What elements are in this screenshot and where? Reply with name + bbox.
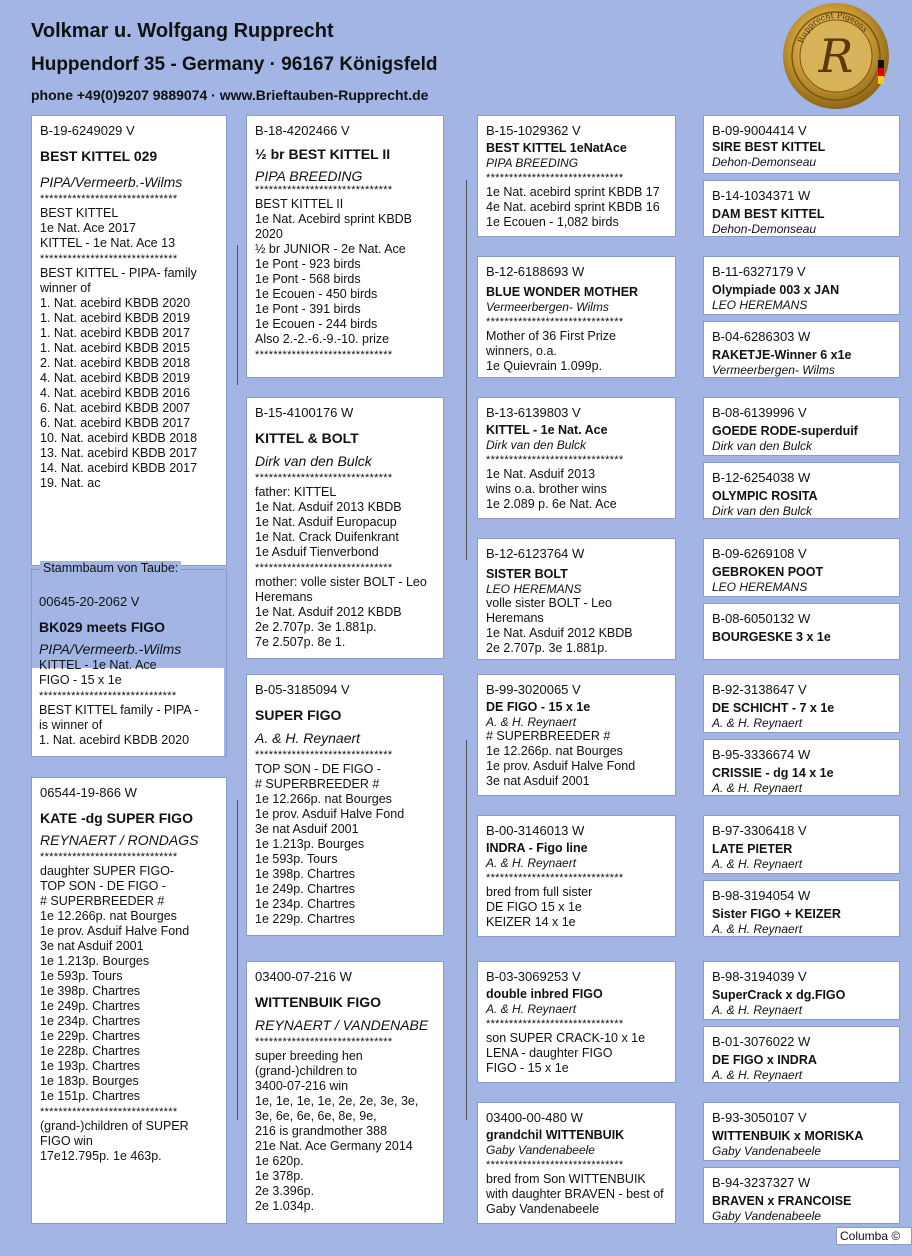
connector-line — [466, 180, 467, 560]
pedigree-box-gggp2 — [703, 180, 900, 237]
info-line: 3400-07-216 win — [255, 1079, 349, 1093]
pigeon-breeder: Dirk van den Bulck — [712, 439, 813, 453]
info-line: volle sister BOLT - Leo — [486, 596, 612, 610]
info-line: (grand-)children of SUPER — [40, 1119, 189, 1133]
pedigree-box-gggp1 — [703, 115, 900, 174]
footer-credit: Columba © — [836, 1227, 912, 1245]
ring-number: B-04-6286303 W — [712, 329, 811, 344]
connector-line — [237, 245, 238, 385]
info-line: 3e nat Asduif 2001 — [255, 822, 359, 836]
ring-number: B-00-3146013 W — [486, 823, 585, 838]
svg-text:R: R — [818, 29, 854, 83]
info-line: bred from Son WITTENBUIK — [486, 1172, 646, 1186]
pigeon-name: DAM BEST KITTEL — [712, 207, 825, 221]
info-line: daughter SUPER FIGO- — [40, 864, 175, 878]
info-line: son SUPER CRACK-10 x 1e — [486, 1031, 646, 1045]
pedigree-box-gggp5 — [703, 397, 900, 456]
pigeon-breeder: LEO HEREMANS — [486, 582, 582, 596]
separator: ****************************** — [255, 185, 393, 195]
pigeon-name: ½ br BEST KITTEL II — [255, 146, 391, 162]
pigeon-name: BOURGESKE 3 x 1e — [712, 630, 831, 644]
pedigree-box-gggp11 — [703, 815, 900, 874]
ring-number: B-18-4202466 V — [255, 123, 350, 138]
pigeon-breeder: PIPA/Vermeerb.-Wilms — [40, 174, 183, 190]
ring-number: B-03-3069253 V — [486, 969, 581, 984]
pigeon-breeder: Vermeerbergen- Wilms — [486, 300, 609, 314]
ring-number: B-15-4100176 W — [255, 405, 354, 420]
ring-number: 00645-20-2062 V — [39, 594, 140, 609]
info-line: BEST KITTEL family - PIPA - — [39, 703, 199, 717]
info-line: 7e 2.507p. 8e 1. — [255, 635, 346, 649]
ring-number: B-09-6269108 V — [712, 546, 807, 561]
pigeon-breeder: A. & H. Reynaert — [712, 781, 803, 795]
info-line: 1e 12.266p. nat Bourges — [255, 792, 392, 806]
pigeon-breeder: A. & H. Reynaert — [712, 1003, 803, 1017]
info-line: BEST KITTEL — [40, 206, 119, 220]
pigeon-breeder: A. & H. Reynaert — [486, 1002, 577, 1016]
ring-number: 06544-19-866 W — [40, 785, 137, 800]
pigeon-name: SUPER FIGO — [255, 707, 342, 723]
info-line: # SUPERBREEDER # — [40, 894, 165, 908]
pigeon-name: BEST KITTEL 1eNatAce — [486, 141, 627, 155]
info-line: 1e Nat. Asduif 2012 KBDB — [486, 626, 633, 640]
ring-number: B-93-3050107 V — [712, 1110, 807, 1125]
connector-line — [466, 740, 467, 1120]
info-line: 1e Asduif Tienverbond — [255, 545, 379, 559]
info-line: 19. Nat. ac — [40, 476, 101, 490]
info-line: 1e Ecouen - 450 birds — [255, 287, 378, 301]
pigeon-breeder: Dirk van den Bulck — [712, 504, 813, 518]
separator: ****************************** — [255, 750, 393, 760]
info-line: 14. Nat. acebird KBDB 2017 — [40, 461, 198, 475]
info-line: 1e prov. Asduif Halve Fond — [40, 924, 190, 938]
info-line: 1. Nat. acebird KBDB 2020 — [39, 733, 190, 747]
info-line: 1e 151p. Chartres — [40, 1089, 141, 1103]
pedigree-box-gggp15 — [703, 1102, 900, 1161]
info-line: ½ br JUNIOR - 2e Nat. Ace — [255, 242, 406, 256]
separator: ****************************** — [40, 1107, 178, 1117]
breeder-contact: phone +49(0)9207 9889074 · www.Brieftauben-Rupprecht.de — [31, 87, 429, 103]
pedigree-box-ggp8 — [477, 1102, 676, 1224]
info-line: 1e 12.266p. nat Bourges — [486, 744, 623, 758]
pigeon-name: GOEDE RODE-superduif — [712, 424, 858, 438]
info-line: 2e 2.707p. 3e 1.881p. — [255, 620, 377, 634]
info-line: 2020 — [255, 227, 283, 241]
pedigree-box-gp4 — [246, 961, 444, 1224]
pigeon-name: SuperCrack x dg.FIGO — [712, 988, 846, 1002]
ring-number: B-97-3306418 V — [712, 823, 807, 838]
pigeon-name: LATE PIETER — [712, 842, 793, 856]
info-line: with daughter BRAVEN - best of — [486, 1187, 664, 1201]
breeder-name: Volkmar u. Wolfgang Rupprecht — [31, 20, 334, 42]
info-line: 1e 2.089 p. 6e Nat. Ace — [486, 497, 617, 511]
info-line: 1. Nat. acebird KBDB 2019 — [40, 311, 191, 325]
info-line: # SUPERBREEDER # — [255, 777, 380, 791]
info-line: 1e, 1e, 1e, 1e, 2e, 2e, 3e, 3e, — [255, 1094, 419, 1108]
info-line: Mother of 36 First Prize — [486, 329, 616, 343]
ring-number: B-08-6050132 W — [712, 611, 811, 626]
info-line: 1e Nat. Asduif Europacup — [255, 515, 397, 529]
info-line: DE FIGO 15 x 1e — [486, 900, 582, 914]
ring-number: 03400-00-480 W — [486, 1110, 583, 1125]
info-line: 1e 398p. Chartres — [40, 984, 141, 998]
info-line: 1e 183p. Bourges — [40, 1074, 139, 1088]
pedigree-box-gggp9 — [703, 674, 900, 733]
pedigree-box-gggp12 — [703, 880, 900, 937]
info-line: 1e prov. Asduif Halve Fond — [486, 759, 636, 773]
separator: ****************************** — [255, 563, 393, 573]
pigeon-breeder: A. & H. Reynaert — [712, 1068, 803, 1082]
info-line: bred from full sister — [486, 885, 593, 899]
separator: ****************************** — [486, 173, 624, 183]
info-line: 1e Nat. acebird sprint KBDB 17 — [486, 185, 660, 199]
info-line: 2e 3.396p. — [255, 1184, 315, 1198]
pigeon-name: BRAVEN x FRANCOISE — [712, 1194, 852, 1208]
info-line: KEIZER 14 x 1e — [486, 915, 576, 929]
pedigree-box-gp2 — [246, 397, 444, 659]
ring-number: B-94-3237327 W — [712, 1175, 811, 1190]
info-line: BEST KITTEL II — [255, 197, 344, 211]
info-line: 3e, 6e, 6e, 6e, 8e, 9e, — [255, 1109, 377, 1123]
info-line: 1e Pont - 923 birds — [255, 257, 361, 271]
pigeon-breeder: Gaby Vandenabeele — [712, 1209, 821, 1223]
info-line: 1e Ecouen - 1,082 birds — [486, 215, 619, 229]
pigeon-breeder: A. & H. Reynaert — [712, 922, 803, 936]
pigeon-breeder: A. & H. Reynaert — [486, 856, 577, 870]
pedigree-box-ggp6 — [477, 815, 676, 937]
pigeon-name: DE SCHICHT - 7 x 1e — [712, 701, 835, 715]
pigeon-breeder: A. & H. Reynaert — [486, 715, 577, 729]
separator: ****************************** — [39, 691, 177, 701]
pigeon-name: KATE -dg SUPER FIGO — [40, 810, 193, 826]
info-line: 2. Nat. acebird KBDB 2018 — [40, 356, 191, 370]
info-line: Also 2.-2.-6.-9.-10. prize — [255, 332, 390, 346]
pigeon-breeder: PIPA BREEDING — [255, 168, 363, 184]
info-line: 1e Nat. Asduif 2012 KBDB — [255, 605, 402, 619]
info-line: 17e12.795p. 1e 463p. — [40, 1149, 162, 1163]
info-line: 6. Nat. acebird KBDB 2017 — [40, 416, 191, 430]
info-line: 1e 378p. — [255, 1169, 304, 1183]
info-line: 2e 2.707p. 3e 1.881p. — [486, 641, 608, 655]
pigeon-name: Olympiade 003 x JAN — [712, 283, 840, 297]
info-line: KITTEL - 1e Nat. Ace — [39, 658, 157, 672]
pigeon-breeder: LEO HEREMANS — [712, 580, 808, 594]
stammbaum-label: Stammbaum von Taube: — [40, 561, 181, 575]
info-line: 6. Nat. acebird KBDB 2007 — [40, 401, 191, 415]
separator: ****************************** — [486, 317, 624, 327]
pigeon-name: SIRE BEST KITTEL — [712, 140, 826, 154]
pigeon-breeder: REYNAERT / VANDENABE — [255, 1017, 429, 1033]
info-line: 1e 1.213p. Bourges — [40, 954, 150, 968]
pigeon-name: OLYMPIC ROSITA — [712, 489, 818, 503]
pigeon-breeder: A. & H. Reynaert — [255, 730, 361, 746]
info-line: winners, o.a. — [486, 344, 557, 358]
info-line: 1e prov. Asduif Halve Fond — [255, 807, 405, 821]
info-line: 1e 228p. Chartres — [40, 1044, 141, 1058]
info-line: 1e 620p. — [255, 1154, 304, 1168]
pigeon-name: RAKETJE-Winner 6 x1e — [712, 348, 852, 362]
pedigree-box-ggp3 — [477, 397, 676, 519]
info-line: 1e 593p. Tours — [255, 852, 338, 866]
ring-number: B-11-6327179 V — [712, 264, 806, 279]
info-line: wins o.a. brother wins — [486, 482, 607, 496]
separator: ****************************** — [486, 1019, 624, 1029]
svg-text:Rupprecht Pigeons: Rupprecht Pigeons — [796, 10, 870, 45]
separator: ****************************** — [486, 873, 624, 883]
info-line: FIGO - 15 x 1e — [39, 673, 122, 687]
breeder-address: Huppendorf 35 - Germany · 96167 Königsfeld — [31, 54, 438, 75]
info-line: 1e 593p. Tours — [40, 969, 123, 983]
info-line: 4. Nat. acebird KBDB 2019 — [40, 371, 191, 385]
pedigree-box-gggp13 — [703, 961, 900, 1020]
pedigree-box-gggp7 — [703, 538, 900, 597]
info-line: 1. Nat. acebird KBDB 2015 — [40, 341, 191, 355]
info-line: 4. Nat. acebird KBDB 2016 — [40, 386, 191, 400]
info-line: TOP SON - DE FIGO - — [40, 879, 166, 893]
info-line: 1e Nat. Acebird sprint KBDB — [255, 212, 413, 226]
info-line: # SUPERBREEDER # — [486, 729, 611, 743]
info-line: 13. Nat. acebird KBDB 2017 — [40, 446, 198, 460]
ring-number: B-14-1034371 W — [712, 188, 811, 203]
pigeon-name: KITTEL - 1e Nat. Ace — [486, 423, 608, 437]
info-line: 1e 193p. Chartres — [40, 1059, 141, 1073]
pigeon-name: BLUE WONDER MOTHER — [486, 285, 639, 299]
info-line: 1e Pont - 568 birds — [255, 272, 361, 286]
pedigree-box-ggp5 — [477, 674, 676, 796]
ring-number: B-99-3020065 V — [486, 682, 581, 697]
separator: ****************************** — [40, 852, 178, 862]
info-line: winner of — [40, 281, 91, 295]
info-line: 1e 229p. Chartres — [40, 1029, 141, 1043]
ring-number: B-95-3336674 W — [712, 747, 811, 762]
ring-number: B-13-6139803 V — [486, 405, 581, 420]
pedigree-box-dam — [31, 777, 227, 1224]
ring-number: B-09-9004414 V — [712, 123, 807, 138]
separator: ****************************** — [486, 455, 624, 465]
info-line: FIGO win — [40, 1134, 93, 1148]
pigeon-breeder: LEO HEREMANS — [712, 298, 808, 312]
ring-number: B-12-6254038 W — [712, 470, 811, 485]
info-line: 1e 12.266p. nat Bourges — [40, 909, 177, 923]
ring-number: B-98-3194054 W — [712, 888, 811, 903]
info-line: LENA - daughter FIGO — [486, 1046, 613, 1060]
pigeon-name: DE FIGO - 15 x 1e — [486, 700, 591, 714]
pigeon-breeder: Dehon-Demonseau — [712, 155, 817, 169]
pigeon-breeder: Dirk van den Bulck — [255, 453, 372, 469]
info-line: Gaby Vandenabeele — [486, 1202, 600, 1216]
pigeon-name: BK029 meets FIGO — [39, 619, 166, 635]
info-line: FIGO - 15 x 1e — [486, 1061, 569, 1075]
connector-line — [237, 800, 238, 1120]
separator: ****************************** — [40, 254, 178, 264]
pigeon-name: CRISSIE - dg 14 x 1e — [712, 766, 834, 780]
pedigree-box-gggp16 — [703, 1167, 900, 1224]
pigeon-breeder: PIPA/Vermeerb.-Wilms — [39, 641, 182, 657]
pedigree-box-gggp4 — [703, 321, 900, 378]
info-line: 1. Nat. acebird KBDB 2017 — [40, 326, 191, 340]
ring-number: B-12-6123764 W — [486, 546, 585, 561]
info-line: mother: volle sister BOLT - Leo — [255, 575, 427, 589]
pedigree-box-ggp1 — [477, 115, 676, 237]
separator: ****************************** — [486, 1160, 624, 1170]
pigeon-breeder: REYNAERT / RONDAGS — [40, 832, 199, 848]
pigeon-name: KITTEL & BOLT — [255, 430, 359, 446]
stammbaum-box — [31, 561, 227, 757]
pedigree-box-ggp4 — [477, 538, 676, 660]
pigeon-breeder: Dehon-Demonseau — [712, 222, 817, 236]
info-line: 1e 1.213p. Bourges — [255, 837, 365, 851]
pigeon-name: WITTENBUIK FIGO — [255, 994, 381, 1010]
info-line: 4e Nat. acebird sprint KBDB 16 — [486, 200, 660, 214]
pedigree-box-gggp10 — [703, 739, 900, 796]
info-line: super breeding hen — [255, 1049, 363, 1063]
info-line: 216 is grandmother 388 — [255, 1124, 388, 1138]
pigeon-name: BEST KITTEL 029 — [40, 148, 158, 164]
pigeon-breeder: A. & H. Reynaert — [712, 716, 803, 730]
info-line: BEST KITTEL - PIPA- family — [40, 266, 197, 280]
info-line: Heremans — [255, 590, 313, 604]
ring-number: B-98-3194039 V — [712, 969, 807, 984]
pedigree-box-gggp8 — [703, 603, 900, 660]
pedigree-box-sire — [31, 115, 227, 566]
ring-number: B-05-3185094 V — [255, 682, 350, 697]
info-line: 1e Nat. Ace 2017 — [40, 221, 136, 235]
pigeon-breeder: Vermeerbergen- Wilms — [712, 363, 835, 377]
ring-number: 03400-07-216 W — [255, 969, 352, 984]
info-line: (grand-)children to — [255, 1064, 358, 1078]
info-line: 1e Pont - 391 birds — [255, 302, 361, 316]
pigeon-name: INDRA - Figo line — [486, 841, 588, 855]
pedigree-box-ggp7 — [477, 961, 676, 1083]
pedigree-box-ggp2 — [477, 256, 676, 378]
info-line: 1e Ecouen - 244 birds — [255, 317, 378, 331]
pigeon-name: SISTER BOLT — [486, 567, 568, 581]
rupprecht-logo — [780, 0, 892, 112]
info-line: 1e 234p. Chartres — [255, 897, 356, 911]
pigeon-breeder: PIPA BREEDING — [486, 156, 579, 170]
pedigree-box-gp1 — [246, 115, 444, 378]
info-line: 1e Nat. Asduif 2013 KBDB — [255, 500, 402, 514]
pedigree-box-gggp14 — [703, 1026, 900, 1083]
separator: ****************************** — [255, 473, 393, 483]
info-line: 1e 234p. Chartres — [40, 1014, 141, 1028]
info-line: KITTEL - 1e Nat. Ace 13 — [40, 236, 176, 250]
ring-number: B-92-3138647 V — [712, 682, 807, 697]
info-line: 1e Nat. Crack Duifenkrant — [255, 530, 399, 544]
info-line: 21e Nat. Ace Germany 2014 — [255, 1139, 413, 1153]
info-line: father: KITTEL — [255, 485, 337, 499]
pedigree-box-gggp6 — [703, 462, 900, 519]
pigeon-name: WITTENBUIK x MORISKA — [712, 1129, 864, 1143]
pigeon-breeder: Dirk van den Bulck — [486, 438, 587, 452]
pigeon-name: DE FIGO x INDRA — [712, 1053, 817, 1067]
pigeon-name: GEBROKEN POOT — [712, 565, 824, 579]
ring-number: B-08-6139996 V — [712, 405, 807, 420]
pigeon-name: grandchil WITTENBUIK — [486, 1128, 625, 1142]
ring-number: B-12-6188693 W — [486, 264, 585, 279]
pigeon-breeder: Gaby Vandenabeele — [712, 1144, 821, 1158]
info-line: 1e Quievrain 1.099p. — [486, 359, 603, 373]
info-line: 1e 249p. Chartres — [40, 999, 141, 1013]
info-line: 1e 229p. Chartres — [255, 912, 356, 926]
info-line: 2e 1.034p. — [255, 1199, 315, 1213]
pigeon-name: Sister FIGO + KEIZER — [712, 907, 841, 921]
info-line: 1e Nat. Asduif 2013 — [486, 467, 596, 481]
info-line: TOP SON - DE FIGO - — [255, 762, 381, 776]
info-line: Heremans — [486, 611, 544, 625]
pigeon-breeder: A. & H. Reynaert — [712, 857, 803, 871]
separator: ****************************** — [40, 194, 178, 204]
info-line: 3e nat Asduif 2001 — [40, 939, 144, 953]
pedigree-box-gggp3 — [703, 256, 900, 315]
ring-number: B-01-3076022 W — [712, 1034, 811, 1049]
info-line: 10. Nat. acebird KBDB 2018 — [40, 431, 198, 445]
info-line: is winner of — [39, 718, 103, 732]
pedigree-box-gp3 — [246, 674, 444, 936]
ring-number: B-19-6249029 V — [40, 123, 135, 138]
separator: ****************************** — [255, 1037, 393, 1047]
pigeon-breeder: Gaby Vandenabeele — [486, 1143, 595, 1157]
separator: ****************************** — [255, 350, 393, 360]
ring-number: B-15-1029362 V — [486, 123, 581, 138]
pigeon-name: double inbred FIGO — [486, 987, 603, 1001]
info-line: 1e 249p. Chartres — [255, 882, 356, 896]
info-line: 3e nat Asduif 2001 — [486, 774, 590, 788]
info-line: 1. Nat. acebird KBDB 2020 — [40, 296, 191, 310]
info-line: 1e 398p. Chartres — [255, 867, 356, 881]
